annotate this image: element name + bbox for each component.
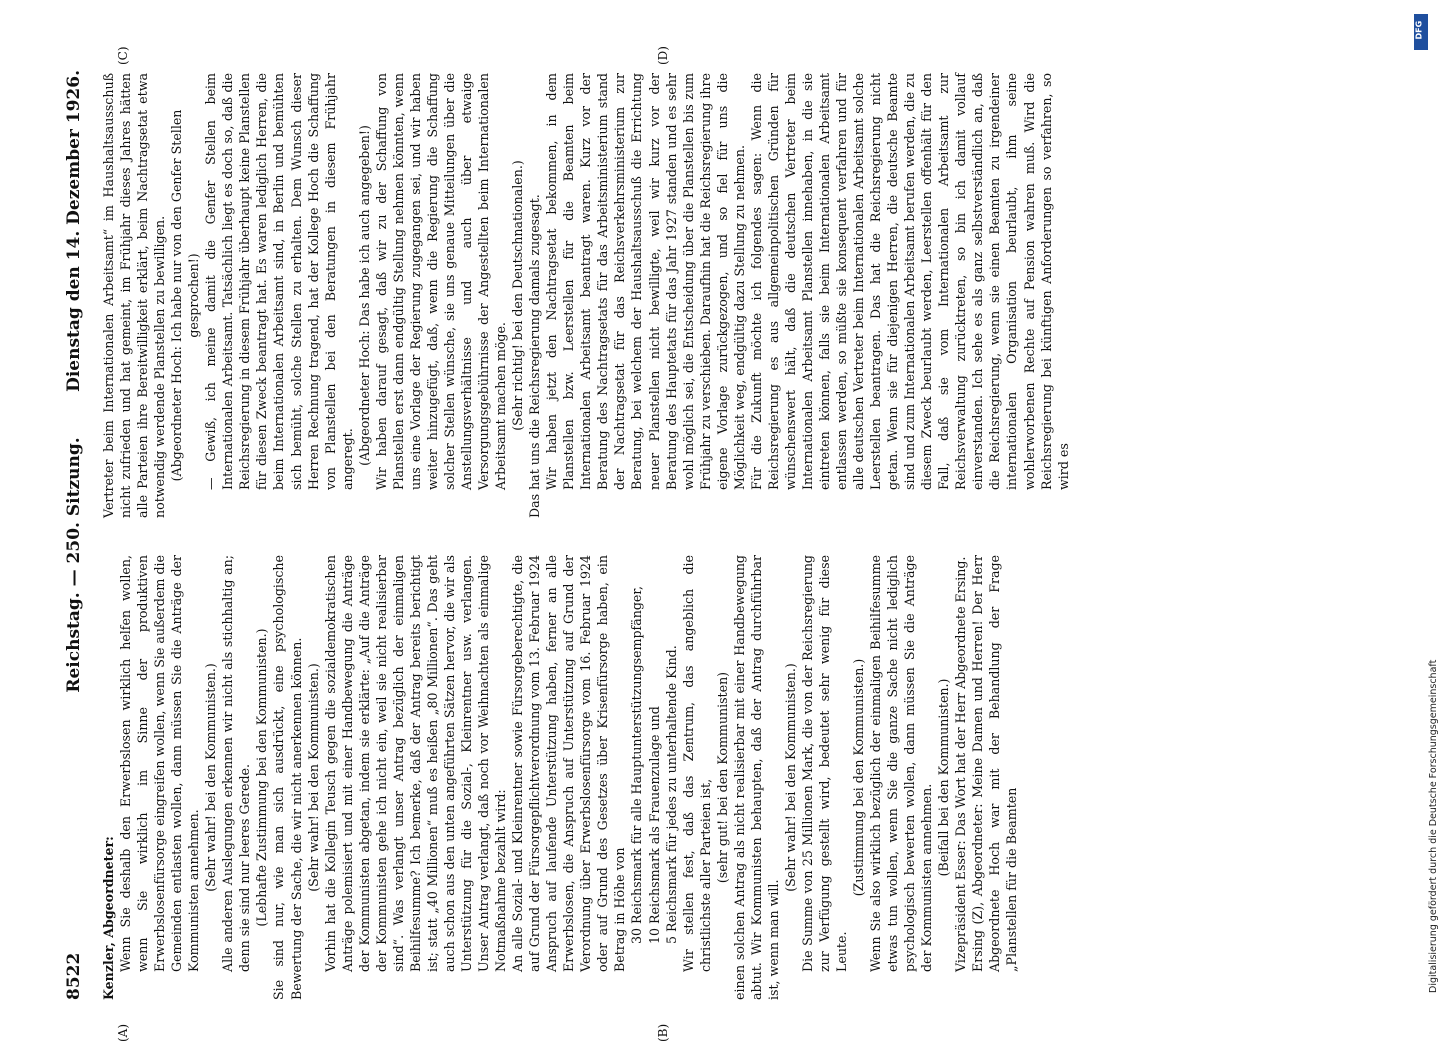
interjection: (sehr gut! bei den Kommunisten) [714, 671, 730, 884]
paragraph: — Gewiß, ich meine damit die Genfer Stellen beim Internationalen Arbeitsamt. Tatsächlich liegt es doch so, daß die Reichsregierung in diesem Frühjahr überhaupt keine Planstellen für diesen Zweck beantragt hat. Es waren lediglich Herren, die beim Internationalen Arbeitsamt sind, in Berlin und bemühten sich bemüht, solche Stellen zu erhalten. Dem Wunsch dieser Herren Rechnung tragend, hat der Kollege Hoch die Schaffung von Planstellen bei den Beratungen in diesem Frühjahr angeregt. [203, 73, 355, 490]
interjection: (Beifall bei den Kommunisten.) [936, 678, 952, 877]
paragraph: Sie sind nur, wie man sich ausdrückt, eine psychologische Bewertung der Sache, die wir nicht anerkennen können. [271, 555, 304, 1000]
dfg-logo-text: DFG [1414, 20, 1424, 40]
right-column [100, 73, 1072, 518]
list-item: 10 Reichsmark als Frauenzulage und [646, 706, 662, 944]
rotated-page-content [56, 46, 1356, 1042]
paragraph: Vizepräsident Esser: Das Wort hat der Herr Abgeordnete Ersing. [953, 556, 969, 972]
paragraph: Alle anderen Auslegungen erkennen wir nicht als stichhaltig an; denn sie sind nur leeres Gerede. [220, 555, 253, 972]
interjection: (Sehr wahr! bei den Kommunisten.) [203, 663, 219, 892]
speaker-line: Kenzler, Abgeordneter: [101, 836, 116, 1000]
paragraph: Ersing (Z), Abgeordneter: Meine Damen und Herren! Der Herr Abgeordnete Hoch war mit der Behandlung der Frage „Planstellen für die Beamten [970, 555, 1020, 972]
margin-marker-b: (B) [656, 1023, 670, 1042]
interjection: (Zustimmung bei den Kommunisten.) [851, 658, 867, 897]
header-date: Dienstag den 14. Dezember 1926. [64, 70, 84, 392]
dfg-logo [1414, 14, 1428, 50]
margin-marker-a: (A) [116, 1023, 130, 1042]
paragraph: Vorhin hat die Kollegin Teusch gegen die sozialdemokratischen Anträge polemisiert und mit einer Handbewegung die Anträge der Kommunisten abgetan, indem sie erklärte: „Auf die Anträge der Kommunisten gehe ich nicht ein, weil sie nicht realisierbar sind“. Was verlangt unser Antrag bezüglich der einmaligen Beihilfesumme? Ich bemerke, daß der Antrag bereits berichtigt ist; statt „40 Millionen“ muß es heißen „80 Millionen“. Das geht auch schon aus den unten angeführten Sätzen hervor, die wir als Unterstützung für die Sozial-, Kleinrentner usw. verlangen. Unser Antrag verlangt, daß noch vor Weihnachten als einmalige Notmaßnahme bezahlt wird: [322, 555, 509, 972]
interjection: (Abgeordneter Hoch: Ich habe nur von den Genfer Stellen gesprochen!) [169, 109, 202, 482]
paragraph: Für die Zukunft möchte ich folgendes sagen: Wenn die Reichsregierung es aus allgemeinpolitischen Gründen für wünschenswert hält, daß die deutschen Vertreter beim Internationalen Arbeitsamt Planstellen innehaben, in die sie eintreten können, falls sie beim Internationalen Arbeitsamt entlassen werden, so müßte sie konsequent verfahren und für alle deutschen Vertreter beim Internationalen Arbeitsamt solche Leerstellen beantragen. Das hat die Reichsregierung nicht getan. Wenn sie für diejenigen Herren, die deutsche Beamte sind und zum Internationalen Arbeitsamt berufen werden, die zu diesem Zweck beurlaubt werden, Leerstellen offenhält für den Fall, daß sie vom Internationalen Arbeitsamt zur Reichsverwaltung zurücktreten, so bin ich damit vollauf einverstanden. Ich sehe es als ganz selbstverständlich an, daß die Reichsregierung, wenn sie einen Beamten zu irgendeiner internationalen Organisation beurlaubt, ihm seine wohlerworbenen Rechte auf Pension wahren muß. Wird die Reichsregierung bei künftigen Anforderungen so verfahren, so wird es [748, 73, 1071, 490]
paragraph: Vertreter beim Internationalen Arbeitsamt“ im Haushaltsausschuß nicht zufrieden und hat gemeint, im Frühjahr dieses Jahres hätten alle Parteien ihre Bereitwilligkeit erklärt, beim Nachtragsetat etwa notwendig werdende Planstellen zu bewilligen. [101, 73, 168, 518]
interjection: (Sehr richtig! bei den Deutschnationalen.) [510, 160, 526, 431]
margin-marker-d: (D) [656, 46, 670, 65]
paragraph: Wir haben jetzt den Nachtragsetat bekommen, in dem Planstellen bzw. Leerstellen für die Beamten beim Internationalen Arbeitsamt beantragt waren. Kurz vor der Beratung des Nachtragsetats für das Arbeitsministerium stand der Nachtragsetat für das Reichsverkehrsministerium zur Beratung, bei welchem der Haushaltsausschuß die Errichtung neuer Planstellen nicht bewilligte, weil wir kurz vor der Beratung des Hauptetats für das Jahr 1927 standen und es sehr wohl möglich sei, die Entscheidung über die Planstellen bis zum Frühjahr zu verschieben. Daraufhin hat die Reichsregierung ihre eigene Vorlage zurückgezogen, und so fiel für uns die Möglichkeit weg, endgültig dazu Stellung zu nehmen. [544, 73, 747, 490]
paragraph: Wenn Sie deshalb den Erwerbslosen wirklich helfen wollen, wenn Sie wirklich im Sinne der produktiven Erwerbslosenfürsorge eingreifen wollen, wenn Sie außerdem die Gemeinden entlasten wollen, dann müssen Sie die Anträge der Kommunisten annehmen. [118, 555, 202, 972]
interjection: (Sehr wahr! bei den Kommunisten.) [782, 663, 798, 892]
paragraph: Wir haben darauf gesagt, daß wir zu der Schaffung von Planstellen erst dann endgültig Stellung nehmen könnten, wenn uns eine Vorlage der Regierung zugegangen sei, und wir haben weiter hinzugefügt, daß, wenn die Regierung die Schaffung solcher Stellen wünsche, sie uns genaue Mitteilungen über die Anstellungsverhältnisse und auch über etwaige Versorgungsgebührnisse der Angestellten beim Internationalen Arbeitsamt machen möge. [373, 73, 509, 490]
interjection: (Lebhafte Zustimmung bei den Kommunisten.) [254, 628, 270, 927]
paragraph: Die Summe von 25 Millionen Mark, die von der Reichsregierung zur Verfügung gestellt wird, bedeutet sehr wenig für diese Leute. [799, 555, 850, 972]
header-session-title: Reichstag. — 250. Sitzung. [64, 437, 84, 693]
interjection: (Sehr wahr! bei den Kommunisten.) [305, 663, 321, 892]
paragraph: An alle Sozial- und Kleinrentner sowie Fürsorgeberechtigte, die auf Grund der Fürsorgepflichtverordnung vom 13. Februar 1924 Anspruch auf laufende Unterstützung haben, ferner an alle Erwerbslosen, die Anspruch auf Unterstützung auf Grund der Verordnung über Erwerbslosenfürsorge vom 16. Februar 1924 oder auf Grund des Gesetzes über Krisenfürsorge haben, ein Betrag in Höhe von [510, 555, 628, 972]
list-item: 5 Reichsmark für jedes zu unterhaltende Kind. [663, 645, 679, 944]
digitization-credit: Digitalisierung gefördert durch die Deutsche Forschungsgemeinschaft [1428, 659, 1439, 993]
paragraph: einen solchen Antrag als nicht realisierbar mit einer Handbewegung abtut. Wir Kommunisten behaupten, daß der Antrag durchführbar ist, wenn man will. [731, 555, 781, 1000]
left-column [100, 555, 1021, 1000]
interjection: (Abgeordneter Hoch: Das habe ich auch angegeben!) [356, 125, 372, 466]
paragraph: Wenn Sie also wirklich bezüglich der einmaligen Beihilfesumme etwas tun wollen, wenn Sie die ganze Sache nicht lediglich psychologisch bewerten wollen, dann müssen Sie die Anträge der Kommunisten annehmen. [868, 555, 935, 972]
margin-marker-c: (C) [116, 46, 130, 65]
paragraph: Wir stellen fest, daß das Zentrum, das angeblich die christlichste aller Parteien ist, [680, 555, 713, 972]
list-item: 30 Reichsmark für alle Hauptunterstützungsempfänger, [629, 586, 645, 944]
digitization-sidebar [1410, 8, 1439, 994]
page-number: 8522 [64, 952, 84, 1000]
page-header [56, 70, 96, 1000]
paragraph: Das hat uns die Reichsregierung damals zugesagt. [527, 194, 543, 518]
